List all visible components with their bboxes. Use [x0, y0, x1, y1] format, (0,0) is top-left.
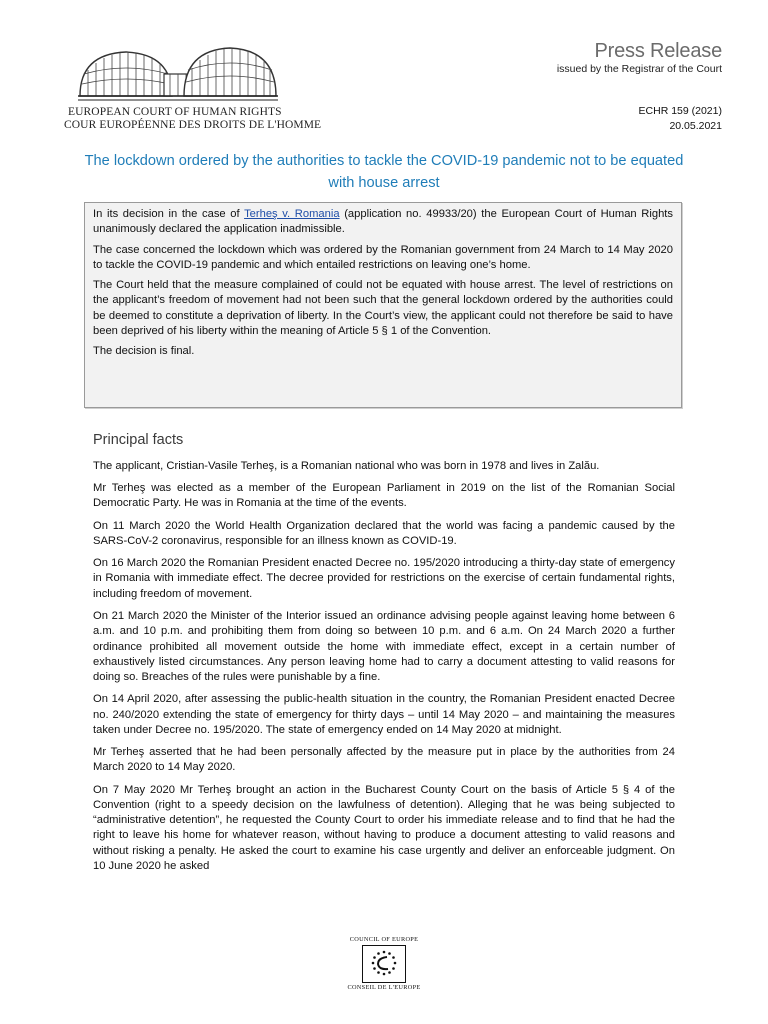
fact-paragraph: On 16 March 2020 the Romanian President enacted Decree no. 195/2020 introducing a thirty-day state of emergency in Romania with immediate effect. The decree provided for restrictions on the exercise of certain fundamental rights, including freedom of movement. — [93, 557, 675, 600]
facts-body — [93, 459, 675, 881]
reference-number: ECHR 159 (2021) — [638, 105, 722, 117]
council-of-europe-logo — [340, 936, 428, 992]
court-name-french: COUR EUROPÉENNE DES DROITS DE L'HOMME — [64, 119, 322, 131]
section-heading: Principal facts — [93, 432, 184, 448]
summary-box — [84, 202, 682, 408]
court-name-english: EUROPEAN COURT OF HUMAN RIGHTS — [68, 106, 282, 118]
press-release-subtitle: issued by the Registrar of the Court — [556, 63, 722, 75]
reference-block — [639, 104, 722, 134]
court-logo — [64, 44, 322, 132]
summary-paragraph: The decision is final. — [93, 345, 195, 358]
coe-name-french: CONSEIL DE L'EUROPE — [347, 984, 421, 991]
summary-text: (application no. 49933/20) the European Court of Human Rights unanimously declared the application inadmissible. — [93, 208, 673, 236]
fact-paragraph: On 11 March 2020 the World Health Organization declared that the world was facing a pandemic caused by the SARS-CoV-2 coronavirus, responsible for an illness known as COVID-19. — [93, 519, 675, 547]
fact-paragraph: The applicant, Cristian-Vasile Terheş, is a Romanian national who was born in 1978 and lives in Zalău. — [93, 460, 600, 472]
summary-paragraph: The case concerned the lockdown which was ordered by the Romanian government from 24 March to 14 May 2020 to tackle the COVID-19 pandemic and which entailed restrictions on leaving one’s home. — [93, 243, 673, 271]
summary-paragraph: The Court held that the measure complained of could not be equated with house arrest. The level of restrictions on the applicant’s freedom of movement had not been such that the general lockdown ordered by the authorities could be deemed to constitute a deprivation of liberty. In the Court’s view, the applicant could not therefore be said to have been deprived of his liberty within the meaning of Article 5 § 1 of the Convention. — [93, 279, 673, 338]
coe-emblem-icon — [362, 945, 406, 983]
fact-paragraph: On 21 March 2020 the Minister of the Interior issued an ordinance advising people against leaving home between 6 a.m. and 10 p.m. and prohibiting them from doing so between 10 p.m. and 6 a.m. On 24 March 2020 a further ordinance prohibited all movement outside the home with immediate effect, except in a certain number of exhaustively listed circumstances. Any person leaving home had to carry a document attesting to valid reasons for doing so. Breaches of the rules were punishable by a fine. — [93, 609, 675, 684]
release-date: 20.05.2021 — [669, 120, 722, 132]
case-link[interactable]: Terheş v. Romania — [244, 208, 340, 220]
coe-name-english: COUNCIL OF EUROPE — [349, 936, 419, 943]
summary-text: In its decision in the case of — [93, 208, 245, 220]
court-building-icon — [78, 44, 278, 104]
press-release-heading — [557, 40, 722, 76]
fact-paragraph: On 7 May 2020 Mr Terheş brought an action in the Bucharest County Court on the basis of Article 5 § 4 of the Convention (right to a speedy decision on the lawfulness of detention). Alleging that he was being subjected to “administrative detention”, he requested the County Court to order his immediate release and to find that he had the right to leave his home for whatever reason, without having to produce a document attesting to valid reasons and without risking a penalty. He asked the court to examine his case urgently and deliver an enforceable judgment. On 10 June 2020 he asked — [93, 783, 675, 873]
fact-paragraph: On 14 April 2020, after assessing the public-health situation in the country, the Romanian President enacted Decree no. 240/2020 extending the state of emergency for thirty days – until 14 May 2020 – and maintaining the measures taken under Decree no. 195/2020. The state of emergency ended on 14 May 2020 at midnight. — [93, 693, 675, 736]
headline: The lockdown ordered by the authorities to tackle the COVID-19 pandemic not to be equated with house arrest — [84, 153, 684, 191]
fact-paragraph: Mr Terheş asserted that he had been personally affected by the measure put in place by the authorities from 24 March 2020 to 14 May 2020. — [93, 746, 675, 774]
fact-paragraph: Mr Terheş was elected as a member of the European Parliament in 2019 on the list of the Romanian Social Democratic Party. He was in Romania at the time of the events. — [93, 482, 675, 510]
press-release-title: Press Release — [594, 40, 722, 62]
summary-paragraph — [93, 207, 673, 238]
circle-of-stars-icon — [363, 946, 405, 982]
